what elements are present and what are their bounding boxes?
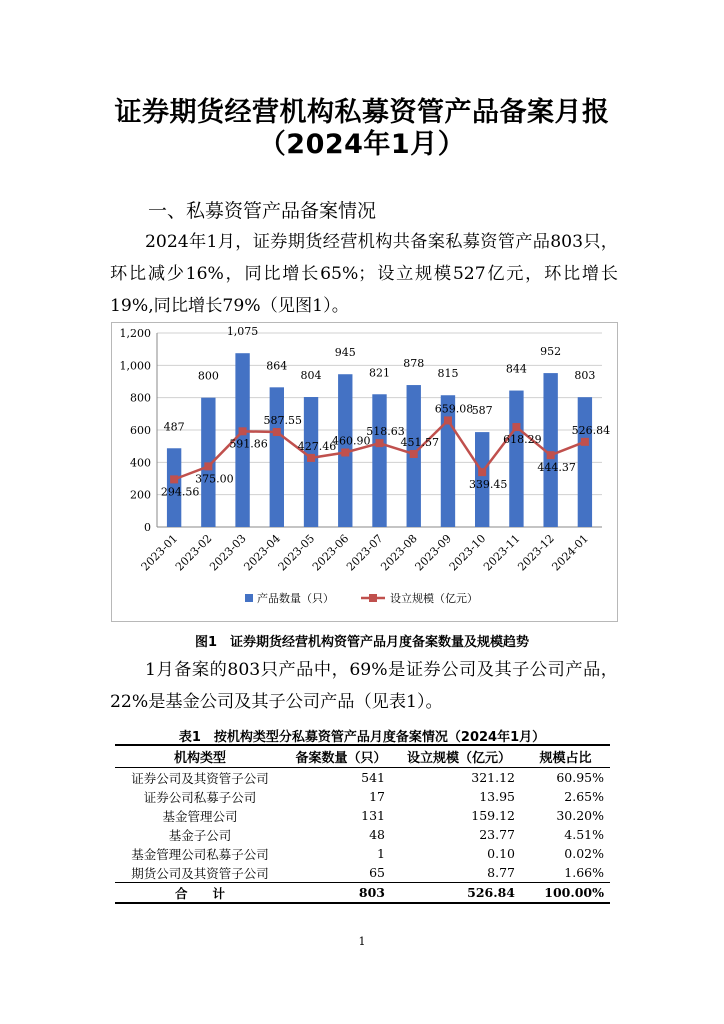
y-tick-label: 1,000 bbox=[119, 359, 151, 373]
header-institution: 机构类型 bbox=[173, 751, 226, 766]
line-point bbox=[410, 450, 418, 458]
line-point bbox=[547, 451, 555, 459]
line-point bbox=[204, 462, 212, 470]
line-point bbox=[273, 428, 281, 436]
cell-share: 4.51% bbox=[564, 827, 604, 842]
line-data-label: 518.63 bbox=[366, 425, 405, 439]
table-row bbox=[115, 787, 610, 806]
bar bbox=[304, 397, 318, 527]
cell-institution: 基金子公司 bbox=[168, 827, 232, 843]
cell-total-label: 合 计 bbox=[174, 885, 225, 901]
bar-data-label: 864 bbox=[266, 359, 288, 373]
cell-count: 65 bbox=[369, 865, 385, 880]
table-row bbox=[115, 863, 610, 883]
cell-share: 60.95% bbox=[556, 770, 604, 785]
table-total-row bbox=[115, 883, 610, 904]
bar-line-chart bbox=[112, 323, 617, 621]
x-tick-label: 2023-01 bbox=[138, 531, 181, 574]
bar-data-label: 815 bbox=[437, 367, 459, 381]
bar bbox=[372, 394, 386, 527]
cell-count: 1 bbox=[377, 846, 385, 861]
report-period: （2024年1月） bbox=[258, 129, 466, 160]
institution-table bbox=[115, 744, 610, 904]
table-row bbox=[115, 806, 610, 825]
x-tick-label: 2023-09 bbox=[412, 531, 455, 574]
bar-data-label: 587 bbox=[471, 404, 493, 418]
line-point bbox=[376, 439, 384, 447]
bar-data-label: 952 bbox=[540, 345, 562, 359]
x-tick-label: 2023-04 bbox=[241, 531, 283, 574]
cell-share: 1.66% bbox=[564, 865, 604, 880]
line-point bbox=[307, 454, 315, 462]
line-point bbox=[444, 416, 452, 424]
x-tick-label: 2023-06 bbox=[309, 531, 352, 574]
x-tick-label: 2023-03 bbox=[207, 531, 249, 574]
y-tick-label: 0 bbox=[144, 521, 151, 534]
report-title: 证券期货经营机构私募资管产品备案月报 bbox=[114, 97, 610, 128]
page-number: 1 bbox=[358, 935, 366, 948]
line-data-label: 659.08 bbox=[434, 402, 474, 416]
cell-share: 2.65% bbox=[564, 789, 604, 804]
section-heading: 一、私募资管产品备案情况 bbox=[148, 200, 377, 222]
cell-count: 541 bbox=[361, 770, 385, 785]
header-share: 规模占比 bbox=[539, 751, 592, 766]
line-data-label: 444.37 bbox=[537, 461, 576, 475]
cell-total-share: 100.00% bbox=[544, 885, 604, 900]
bar-data-label: 804 bbox=[300, 369, 322, 383]
bar-data-label: 878 bbox=[403, 357, 425, 371]
header-scale: 设立规模（亿元） bbox=[406, 751, 511, 766]
x-tick-label: 2023-05 bbox=[275, 531, 318, 574]
cell-scale: 159.12 bbox=[471, 808, 515, 823]
cell-scale: 8.77 bbox=[487, 865, 515, 880]
bar-data-label: 487 bbox=[163, 420, 185, 434]
legend-bar-label: 产品数量（只） bbox=[257, 592, 334, 605]
line-data-label: 587.55 bbox=[263, 414, 303, 428]
bar-data-label: 1,075 bbox=[226, 325, 259, 339]
x-tick-label: 2023-07 bbox=[344, 531, 386, 574]
x-tick-label: 2023-08 bbox=[378, 531, 420, 574]
figure-caption: 图1 证券期货经营机构资管产品月度备案数量及规模趋势 bbox=[194, 635, 530, 650]
line-data-label: 526.84 bbox=[571, 423, 611, 437]
cell-count: 17 bbox=[369, 789, 385, 804]
line-point bbox=[239, 427, 247, 435]
line-point bbox=[341, 448, 349, 456]
chart-frame bbox=[111, 322, 618, 622]
cell-scale: 13.95 bbox=[479, 789, 515, 804]
line-point bbox=[170, 475, 178, 483]
y-tick-label: 1,200 bbox=[119, 327, 151, 340]
cell-institution: 证券公司私募子公司 bbox=[143, 789, 257, 805]
line-data-label: 294.56 bbox=[160, 485, 200, 499]
line-data-label: 375.00 bbox=[195, 472, 234, 486]
cell-total-count: 803 bbox=[358, 885, 385, 900]
bar-data-label: 800 bbox=[197, 369, 219, 383]
legend-line-label: 设立规模（亿元） bbox=[390, 592, 478, 605]
line-data-label: 339.45 bbox=[468, 478, 508, 492]
y-tick-label: 800 bbox=[130, 391, 151, 405]
bar-data-label: 803 bbox=[574, 369, 596, 383]
x-tick-label: 2024-01 bbox=[549, 531, 592, 574]
bar-data-label: 945 bbox=[334, 346, 356, 360]
table-row bbox=[115, 825, 610, 844]
cell-total-scale: 526.84 bbox=[467, 885, 515, 900]
cell-institution: 期货公司及其资管子公司 bbox=[131, 865, 269, 881]
cell-share: 0.02% bbox=[564, 846, 604, 861]
x-tick-label: 2023-10 bbox=[446, 531, 489, 574]
cell-scale: 23.77 bbox=[479, 827, 515, 842]
table-row bbox=[115, 844, 610, 863]
cell-institution: 证券公司及其资管子公司 bbox=[131, 770, 269, 786]
bar bbox=[509, 391, 523, 527]
cell-institution: 基金管理公司 bbox=[162, 808, 238, 824]
table-row bbox=[115, 768, 610, 788]
legend-line-marker bbox=[369, 594, 377, 602]
paragraph-2: 1月备案的803只产品中，69%是证券公司及其子公司产品，22%是基金公司及其子公司产品（见表1）。 bbox=[110, 660, 618, 712]
y-tick-label: 400 bbox=[130, 456, 151, 470]
table-header-row bbox=[115, 745, 610, 768]
line-data-label: 618.29 bbox=[503, 433, 542, 447]
x-tick-label: 2023-12 bbox=[515, 531, 557, 574]
legend-bar-swatch bbox=[245, 594, 253, 602]
line-data-label: 427.46 bbox=[297, 439, 337, 453]
cell-count: 131 bbox=[361, 808, 385, 823]
line-data-label: 591.86 bbox=[229, 437, 268, 451]
bar bbox=[578, 397, 592, 527]
x-tick-label: 2023-02 bbox=[172, 531, 215, 574]
cell-scale: 321.12 bbox=[471, 770, 515, 785]
line-point bbox=[512, 423, 520, 431]
cell-scale: 0.10 bbox=[487, 846, 515, 861]
y-tick-label: 600 bbox=[130, 424, 151, 437]
table-caption: 表1 按机构类型分私募资管产品月度备案情况（2024年1月） bbox=[178, 730, 546, 745]
line-point bbox=[478, 468, 486, 476]
cell-count: 48 bbox=[369, 827, 385, 842]
cell-share: 30.20% bbox=[556, 808, 604, 823]
line-data-label: 460.90 bbox=[332, 434, 371, 448]
y-tick-label: 200 bbox=[130, 488, 151, 502]
line-point bbox=[581, 438, 589, 446]
header-count: 备案数量（只） bbox=[295, 751, 387, 766]
bar-data-label: 844 bbox=[505, 362, 527, 376]
bar bbox=[270, 387, 284, 527]
bar-data-label: 821 bbox=[369, 366, 390, 380]
paragraph-1: 2024年1月，证券期货经营机构共备案私募资管产品803只，环比减少16%，同比增长65%；设立规模527亿元，环比增长19%,同比增长79%（见图1）。 bbox=[110, 232, 618, 316]
x-tick-label: 2023-11 bbox=[481, 531, 523, 574]
cell-institution: 基金管理公司私募子公司 bbox=[131, 846, 269, 862]
line-data-label: 451.57 bbox=[400, 435, 439, 449]
